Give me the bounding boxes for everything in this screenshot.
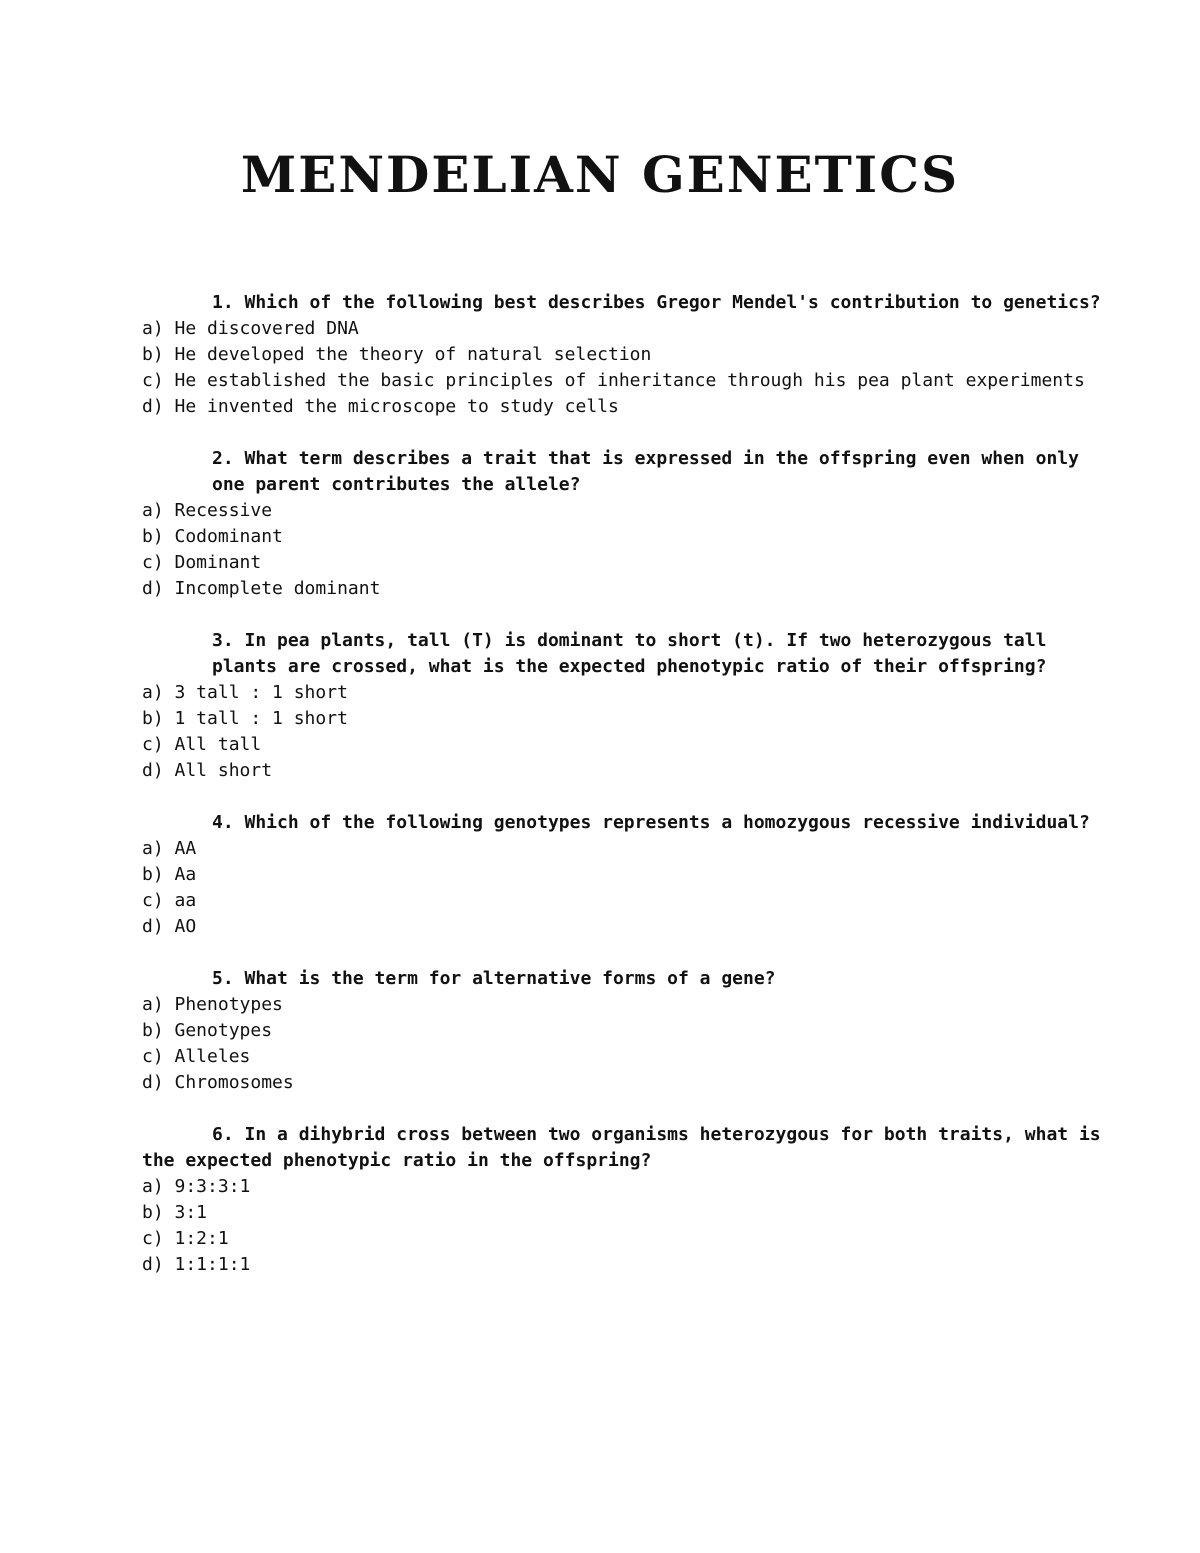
answer-options (142, 836, 1102, 940)
question-stem: 3. In pea plants, tall (T) is dominant to short (t). If two heterozygous tall plants are crossed, what is the expected phenotypic ratio of their offspring? (212, 630, 1047, 677)
answer-option: b) 1 tall : 1 short (142, 708, 348, 729)
answer-options (142, 680, 1102, 784)
answer-option: d) AO (142, 916, 197, 937)
question-list (142, 290, 1102, 1304)
answer-option: a) Phenotypes (142, 994, 283, 1015)
answer-option: b) Codominant (142, 526, 283, 547)
answer-option: b) Genotypes (142, 1020, 273, 1041)
question-5 (142, 966, 1102, 1096)
question-stem: 4. Which of the following genotypes represents a homozygous recessive individual? (212, 812, 1090, 833)
answer-options (142, 1174, 1102, 1278)
answer-option: a) AA (142, 838, 197, 859)
question-1 (142, 290, 1102, 420)
answer-options (142, 498, 1102, 602)
answer-option: a) 9:3:3:1 (142, 1176, 251, 1197)
answer-option: d) He invented the microscope to study cells (142, 396, 619, 417)
answer-option: d) Chromosomes (142, 1072, 294, 1093)
question-4 (142, 810, 1102, 940)
answer-option: d) All short (142, 760, 273, 781)
answer-option: b) Aa (142, 864, 197, 885)
question-stem: 5. What is the term for alternative forms of a gene? (212, 968, 776, 989)
answer-option: c) 1:2:1 (142, 1228, 229, 1249)
question-stem: 1. Which of the following best describes Gregor Mendel's contribution to genetics? (212, 292, 1101, 313)
answer-option: c) He established the basic principles of inheritance through his pea plant experiments (142, 370, 1085, 391)
answer-option: c) aa (142, 890, 197, 911)
answer-option: a) 3 tall : 1 short (142, 682, 348, 703)
answer-option: b) 3:1 (142, 1202, 208, 1223)
answer-option: d) Incomplete dominant (142, 578, 381, 599)
answer-option: a) He discovered DNA (142, 318, 359, 339)
answer-options (142, 992, 1102, 1096)
document-title: MENDELIAN GENETICS (240, 145, 960, 204)
answer-option: c) All tall (142, 734, 262, 755)
question-6 (142, 1122, 1102, 1278)
answer-option: c) Dominant (142, 552, 262, 573)
answer-option: c) Alleles (142, 1046, 251, 1067)
answer-option: a) Recessive (142, 500, 273, 521)
answer-options (142, 316, 1102, 420)
question-2 (142, 446, 1102, 602)
answer-option: d) 1:1:1:1 (142, 1254, 251, 1275)
question-stem: 2. What term describes a trait that is expressed in the offspring even when only one parent contributes the allele? (212, 448, 1079, 495)
question-3 (142, 628, 1102, 784)
question-stem: 6. In a dihybrid cross between two organisms heterozygous for both traits, what is the expected phenotypic ratio in the offspring? (142, 1124, 1101, 1171)
answer-option: b) He developed the theory of natural selection (142, 344, 652, 365)
